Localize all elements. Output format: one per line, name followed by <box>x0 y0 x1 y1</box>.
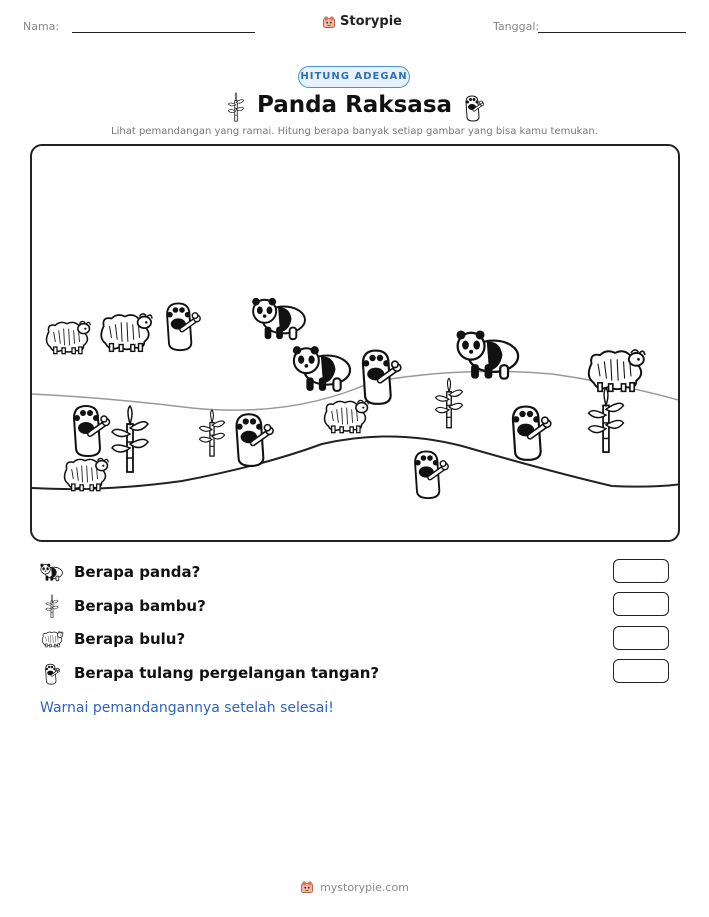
paw-bone-icon <box>462 92 486 122</box>
page-title: Panda Raksasa <box>256 92 453 118</box>
question-row-paw-bone <box>40 661 379 685</box>
storypie-logo-icon <box>300 880 314 894</box>
fur-icon <box>96 310 154 354</box>
paw-bone-icon <box>68 398 112 458</box>
brand-name: Storypie <box>340 14 402 29</box>
question-text: Berapa bulu? <box>74 630 186 648</box>
instructions: Lihat pemandangan yang ramai. Hitung berapa banyak setiap gambar yang bisa kamu temukan. <box>111 126 598 137</box>
question-row-panda <box>40 560 200 584</box>
answer-box-panda[interactable] <box>613 559 669 583</box>
bamboo-icon <box>586 386 626 454</box>
panda-icon <box>250 294 310 342</box>
panda-icon <box>454 326 524 382</box>
bamboo-icon <box>198 408 226 458</box>
name-label: Nama: <box>23 20 60 33</box>
paw-bone-icon <box>40 661 64 685</box>
bamboo-icon <box>434 376 464 430</box>
date-field[interactable] <box>538 32 686 33</box>
paw-bone-icon <box>230 406 276 468</box>
answer-box-bamboo[interactable] <box>613 592 669 616</box>
question-row-bamboo <box>40 594 206 618</box>
bamboo-icon <box>40 594 64 618</box>
paw-bone-icon <box>408 444 452 500</box>
fur-icon <box>60 454 110 494</box>
category-badge: HITUNG ADEGAN <box>298 66 410 88</box>
footer <box>0 880 709 894</box>
name-field[interactable] <box>72 32 255 33</box>
question-row-fur <box>40 627 185 651</box>
panda-icon <box>40 560 64 584</box>
paw-bone-icon <box>356 342 404 406</box>
question-text: Berapa tulang pergelangan tangan? <box>74 664 380 682</box>
storypie-logo-icon <box>322 15 336 29</box>
paw-bone-icon <box>160 296 204 352</box>
counting-scene <box>30 144 680 542</box>
coloring-note: Warnai pemandangannya setelah selesai! <box>40 700 334 716</box>
fur-icon <box>42 318 92 356</box>
fur-icon <box>40 627 64 651</box>
answer-box-fur[interactable] <box>613 626 669 650</box>
panda-icon <box>290 342 356 394</box>
paw-bone-icon <box>506 398 554 462</box>
question-text: Berapa panda? <box>74 563 201 581</box>
answer-box-paw-bone[interactable] <box>613 659 669 683</box>
footer-url: mystorypie.com <box>320 880 409 894</box>
brand-logo <box>322 14 402 29</box>
question-text: Berapa bambu? <box>74 597 206 615</box>
bamboo-icon <box>110 404 150 474</box>
date-label: Tanggal: <box>493 20 540 33</box>
